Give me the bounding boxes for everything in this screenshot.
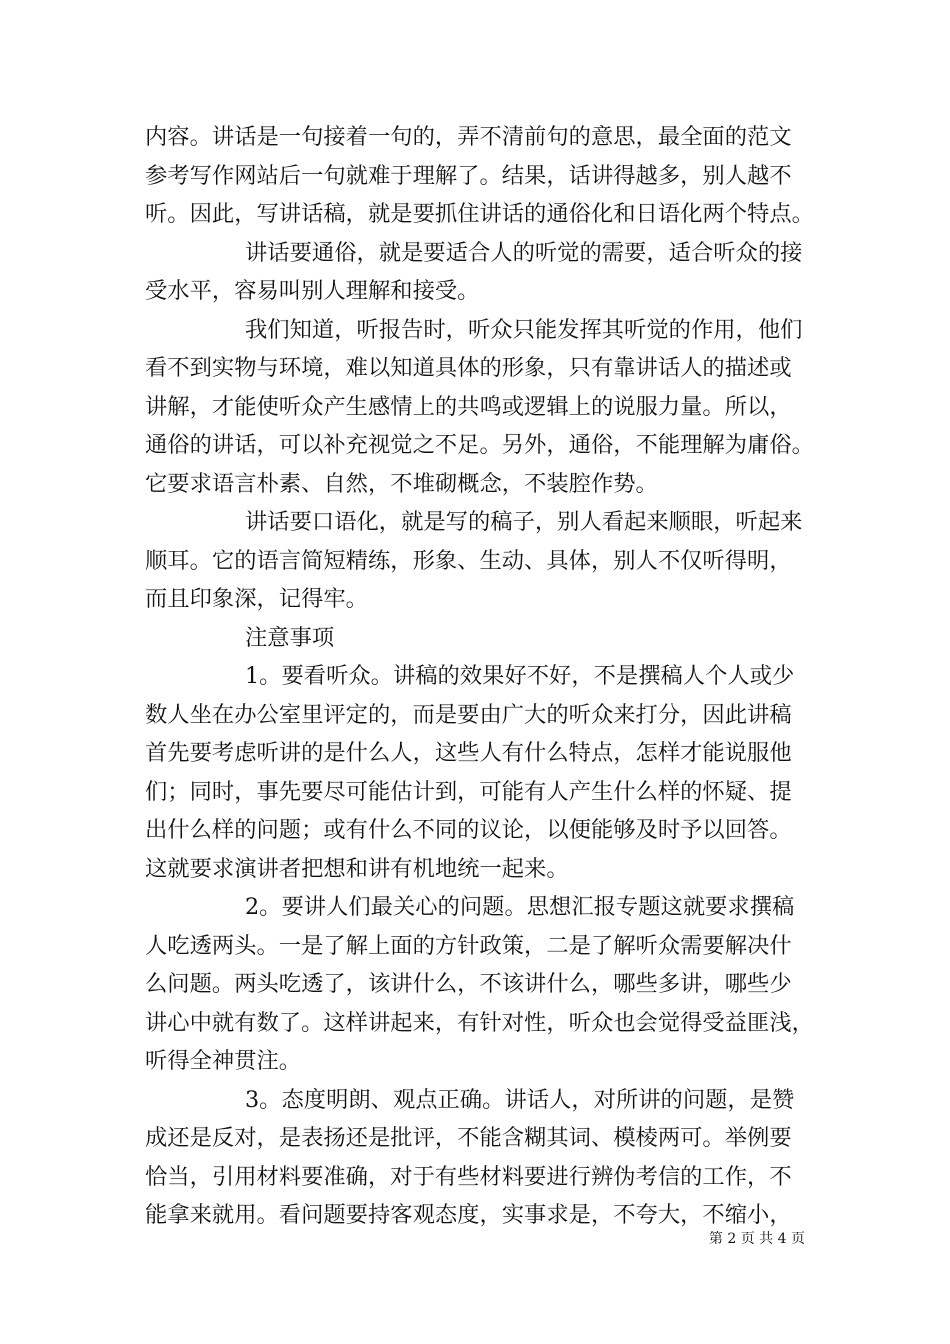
text-line: 顺耳。它的语言简短精练，形象、生动、具体，别人不仅听得明， [145, 547, 792, 574]
body-text [145, 118, 814, 1235]
text-line: 受水平，容易叫别人理解和接受。 [145, 278, 480, 304]
text-line: 数人坐在办公室里评定的，而是要由广大的听众来打分，因此讲稿 [145, 701, 792, 728]
text-line: 讲心中就有数了。这样讲起来，有针对性，听众也会觉得受益匪浅， [145, 1009, 814, 1036]
text-line: 通俗的讲话，可以补充视觉之不足。另外，通俗，不能理解为庸俗。 [145, 432, 814, 458]
text-line: 么问题。两头吃透了，该讲什么，不该讲什么，哪些多讲，哪些少 [145, 971, 792, 997]
paragraph-start-line: 讲话要口语化，就是写的稿子，别人看起来顺眼，听起来 [245, 509, 803, 535]
text-line: 能拿来就用。看问题要持客观态度，实事求是，不夸大，不缩小， [145, 1202, 792, 1228]
text-line: 成还是反对，是表扬还是批评，不能含糊其词、模棱两可。举例要 [145, 1125, 792, 1151]
text-line: 们；同时，事先要尽可能估计到，可能有人产生什么样的怀疑、提 [145, 778, 792, 805]
text-line: 听得全神贯注。 [145, 1048, 302, 1074]
text-line: 恰当，引用材料要准确，对于有些材料要进行辨伪考信的工作，不 [145, 1163, 792, 1190]
paragraph-start-line: 我们知道，听报告时，听众只能发挥其听觉的作用，他们 [245, 316, 803, 343]
paragraph-start-line: 讲话要通俗，就是要适合人的听觉的需要，适合听众的接 [245, 239, 803, 266]
text-line: 看不到实物与环境，难以知道具体的形象，只有靠讲话人的描述或 [145, 355, 792, 381]
text-line: 首先要考虑听讲的是什么人，这些人有什么特点，怎样才能说服他 [145, 740, 792, 766]
text-line: 人吃透两头。一是了解上面的方针政策，二是了解听众需要解决什 [145, 932, 792, 959]
paragraph-start-line: 3。态度明朗、观点正确。讲话人，对所讲的问题，是赞 [245, 1086, 795, 1113]
text-line: 内容。讲话是一句接着一句的，弄不清前句的意思，最全面的范文 [145, 124, 792, 150]
paragraph-start-line: 2。要讲人们最关心的问题。思想汇报专题这就要求撰稿 [245, 894, 795, 920]
section-heading: 注意事项 [245, 624, 335, 651]
text-line: 出什么样的问题；或有什么不同的议论，以便能够及时予以回答。 [145, 817, 792, 843]
text-line: 参考写作网站后一句就难于理解了。结果，话讲得越多，别人越不 [145, 162, 792, 189]
page-number: 第 2 页 共 4 页 [708, 1231, 805, 1247]
text-line: 这就要求演讲者把想和讲有机地统一起来。 [145, 855, 569, 882]
text-line: 它要求语言朴素、自然，不堆砌概念，不装腔作势。 [145, 470, 658, 497]
text-line: 而且印象深，记得牢。 [145, 586, 368, 612]
text-line: 讲解，才能使听众产生感情上的共鸣或逻辑上的说服力量。所以， [145, 393, 792, 420]
paragraph-start-line: 1。要看听众。讲稿的效果好不好，不是撰稿人个人或少 [245, 663, 795, 689]
text-line: 听。因此，写讲话稿，就是要抓住讲话的通俗化和日语化两个特点。 [145, 201, 814, 227]
